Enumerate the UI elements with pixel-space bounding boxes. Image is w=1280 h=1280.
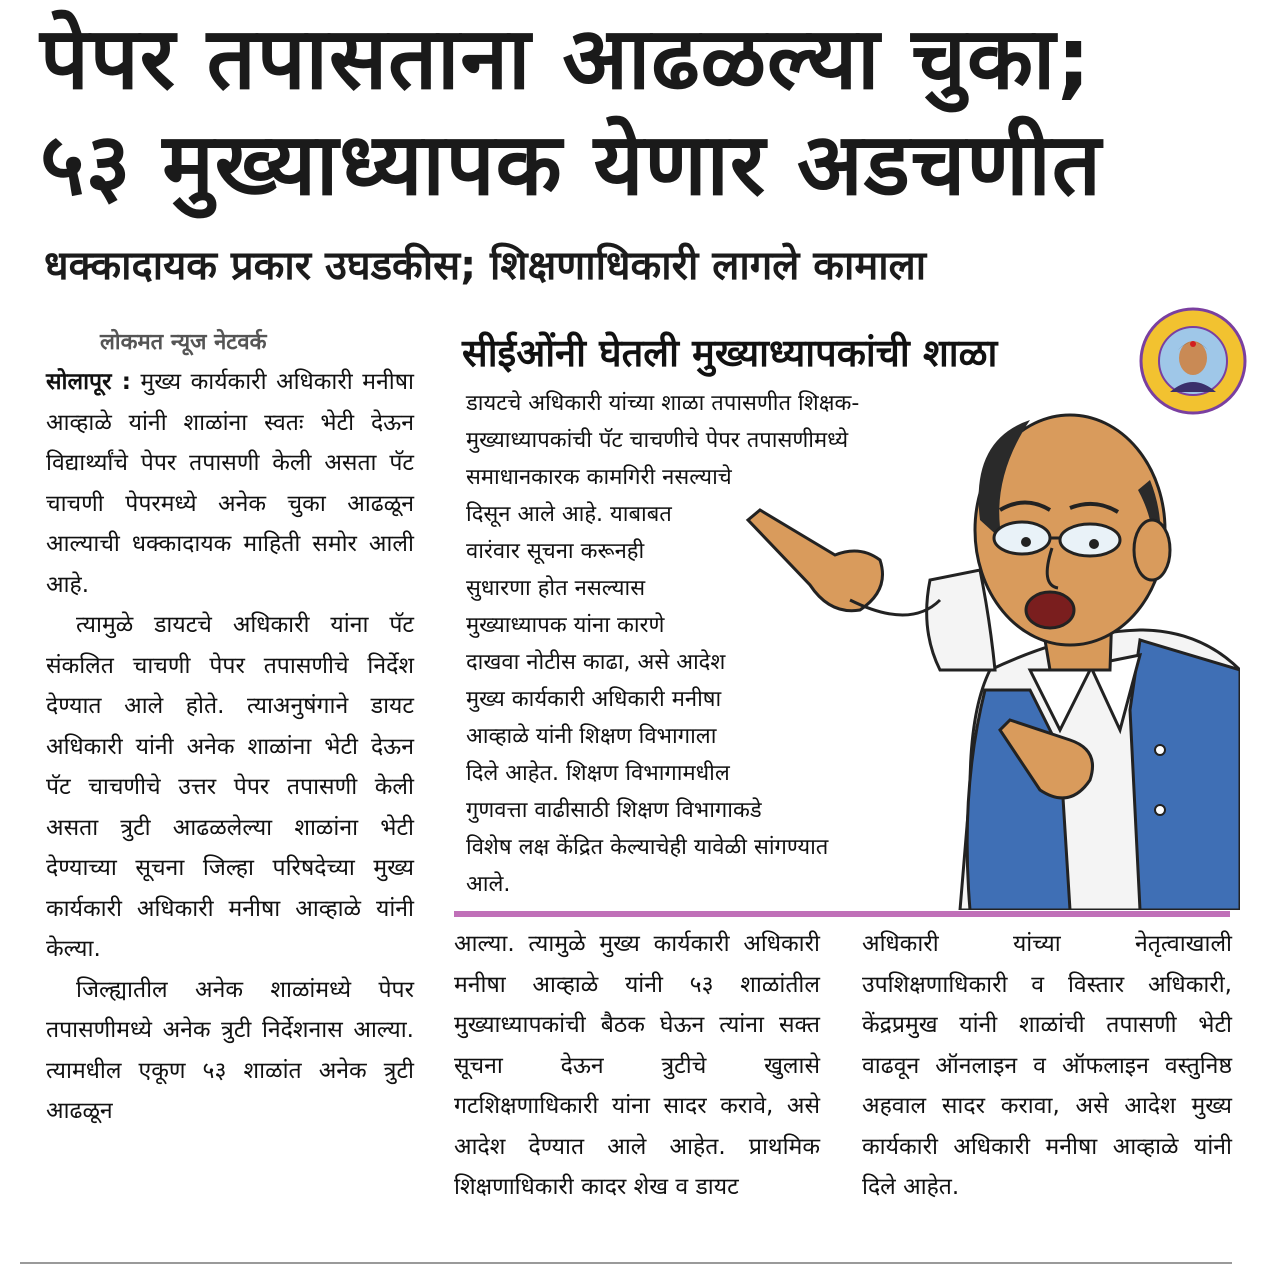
sidebox-line: आले. — [466, 872, 511, 897]
sidebox-title: सीईओंनी घेतली मुख्याध्यापकांची शाळा — [462, 331, 998, 375]
subheadline: धक्कादायक प्रकार उघडकीस; शिक्षणाधिकारी लागले कामाला — [44, 243, 927, 289]
paragraph-2: त्यामुळे डायटचे अधिकारी यांना पॅट संकलित चाचणी पेपर तपासणीचे निर्देश देण्यात आले होते. त्याअनुषंगाने डायट अधिकारी यांनी अनेक शाळांना भेटी देऊन पॅट चाचणीचे उत्तर पेपर तपासणी केली असता त्रुटी आढळलेल्या शाळांना भेटी देण्याच्या सूचना जिल्हा परिषदेच्या मुख्य कार्यकारी अधिकारी मनीषा आव्हाळे यांनी केल्या. — [46, 612, 414, 962]
section-divider — [454, 911, 1230, 917]
sidebox-line: सुधारणा होत नसल्यास — [466, 576, 646, 601]
sidebox-body — [466, 385, 859, 903]
right-column: अधिकारी यांच्या नेतृत्वाखाली उपशिक्षणाधिकारी व विस्तार अधिकारी, केंद्रप्रमुख यांनी शाळांची तपासणी भेटी वाढवून ऑनलाइन व ऑफलाइन वस्तुनिष्ठ अहवाल सादर करावा, असे आदेश मुख्य कार्यकारी अधिकारी मनीषा आव्हाळे यांनी दिले आहेत. — [862, 931, 1232, 1200]
left-column — [46, 362, 414, 1132]
sidebox-line: विशेष लक्ष केंद्रित केल्याचेही यावेळी सांगण्यात — [466, 835, 829, 860]
footer-rule — [20, 1262, 1232, 1264]
headline — [40, 6, 1250, 218]
sidebox-line: आव्हाळे यांनी शिक्षण विभागाला — [466, 724, 717, 749]
sidebox-line: वारंवार सूचना करूनही — [466, 539, 645, 564]
sidebox-line: मुख्य कार्यकारी अधिकारी मनीषा — [466, 687, 722, 712]
sidebox-line: मुख्याध्यापक यांना कारणे — [466, 613, 665, 638]
paragraph-3: जिल्ह्यातील अनेक शाळांमध्ये पेपर तपासणीमध्ये अनेक त्रुटी निर्देशनास आल्या. त्यामधील एकूण ५३ शाळांत अनेक त्रुटी आढळून — [46, 976, 414, 1124]
headline-line-2: ५३ मुख्याध्यापक येणार अडचणीत — [40, 115, 1102, 215]
paragraph-1-text: मुख्य कार्यकारी अधिकारी मनीषा आव्हाळे यांनी शाळांना स्वतः भेटी देऊन विद्यार्थ्यांचे पेपर तपासणी केली असता पॅट चाचणी पेपरमध्ये अनेक चुका आढळून आल्याची धक्कादायक माहिती समोर आली आहे. — [46, 369, 415, 598]
sidebox-line: दिले आहेत. शिक्षण विभागामधील — [466, 761, 730, 786]
middle-column: आल्या. त्यामुळे मुख्य कार्यकारी अधिकारी मनीषा आव्हाळे यांनी ५३ शाळांतील मुख्याध्यापकांची बैठक घेऊन त्यांना सक्त सूचना देऊन त्रुटीचे खुलासे गटशिक्षणाधिकारी यांना सादर करावे, असे आदेश देण्यात आले आहेत. प्राथमिक शिक्षणाधिकारी कादर शेख व डायट — [454, 931, 820, 1200]
sidebox-line: मुख्याध्यापकांची पॅट चाचणीचे पेपर तपासणीमध्ये — [466, 428, 849, 453]
headline-line-1: पेपर तपासताना आढळल्या चुका; — [40, 9, 1092, 109]
byline: लोकमत न्यूज नेटवर्क — [100, 330, 267, 355]
dateline: सोलापूर : — [46, 369, 131, 395]
sidebox-line: डायटचे अधिकारी यांच्या शाळा तपासणीत शिक्षक- — [466, 391, 860, 416]
paragraph-1 — [46, 362, 414, 605]
sidebox-line: दिसून आले आहे. याबाबत — [466, 502, 672, 527]
sidebox-line: समाधानकारक कामगिरी नसल्याचे — [466, 465, 732, 490]
author-badge-logo — [1138, 306, 1248, 416]
sidebox-line: गुणवत्ता वाढीसाठी शिक्षण विभागाकडे — [466, 798, 762, 823]
sidebox-line: दाखवा नोटीस काढा, असे आदेश — [466, 650, 726, 675]
